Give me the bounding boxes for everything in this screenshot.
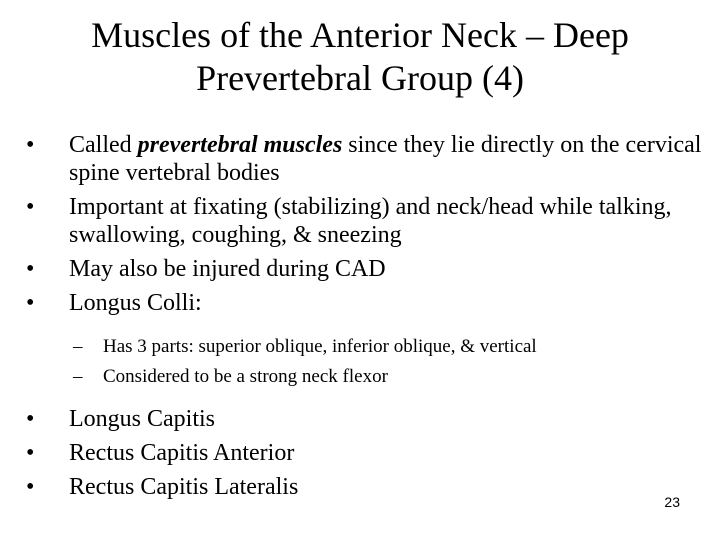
bullet-text: Rectus Capitis Anterior — [69, 440, 295, 466]
bullet-item — [26, 131, 706, 187]
bullet-marker: • — [26, 474, 35, 500]
sub-bullet-marker: – — [73, 336, 83, 357]
sub-bullet-text: Considered to be a strong neck flexor — [103, 366, 388, 387]
bullet-marker: • — [26, 132, 35, 158]
bullet-text-pre: Called — [69, 132, 138, 158]
sub-bullet-item — [26, 365, 706, 389]
bullet-item — [26, 255, 706, 283]
bullet-text-post: since they lie directly on the cervical spine vertebral bodies — [69, 132, 702, 186]
bullet-item — [26, 289, 706, 317]
bullet-marker: • — [26, 440, 35, 466]
title-line-1: Muscles of the Anterior Neck – Deep — [91, 15, 629, 55]
sub-bullet-item — [26, 335, 706, 359]
bullet-item — [26, 439, 706, 467]
bullet-item — [26, 405, 706, 433]
bullet-text: Rectus Capitis Lateralis — [69, 474, 299, 500]
bullet-text: Longus Capitis — [69, 406, 216, 432]
bullet-text: Longus Colli: — [69, 290, 202, 316]
page-number: 23 — [664, 494, 680, 510]
bullet-text: Important at fixating (stabilizing) and neck/head while talking, swallowing, coughing, & sneezing — [69, 194, 672, 248]
bullet-marker: • — [26, 406, 35, 432]
bullet-marker: • — [26, 290, 35, 316]
sub-bullet-list — [26, 335, 706, 389]
bullet-text: May also be injured during CAD — [69, 256, 386, 282]
bullet-emphasis: prevertebral muscles — [137, 132, 343, 158]
bullet-item — [26, 473, 706, 501]
slide-title — [0, 14, 720, 100]
bullet-marker: • — [26, 194, 35, 220]
bullet-item — [26, 193, 706, 249]
bullet-marker: • — [26, 256, 35, 282]
lower-bullet-list — [26, 405, 706, 507]
sub-bullet-marker: – — [73, 366, 83, 387]
title-line-2: Prevertebral Group (4) — [196, 58, 524, 98]
sub-bullet-text: Has 3 parts: superior oblique, inferior oblique, & vertical — [103, 336, 537, 357]
bullet-list — [26, 131, 706, 407]
